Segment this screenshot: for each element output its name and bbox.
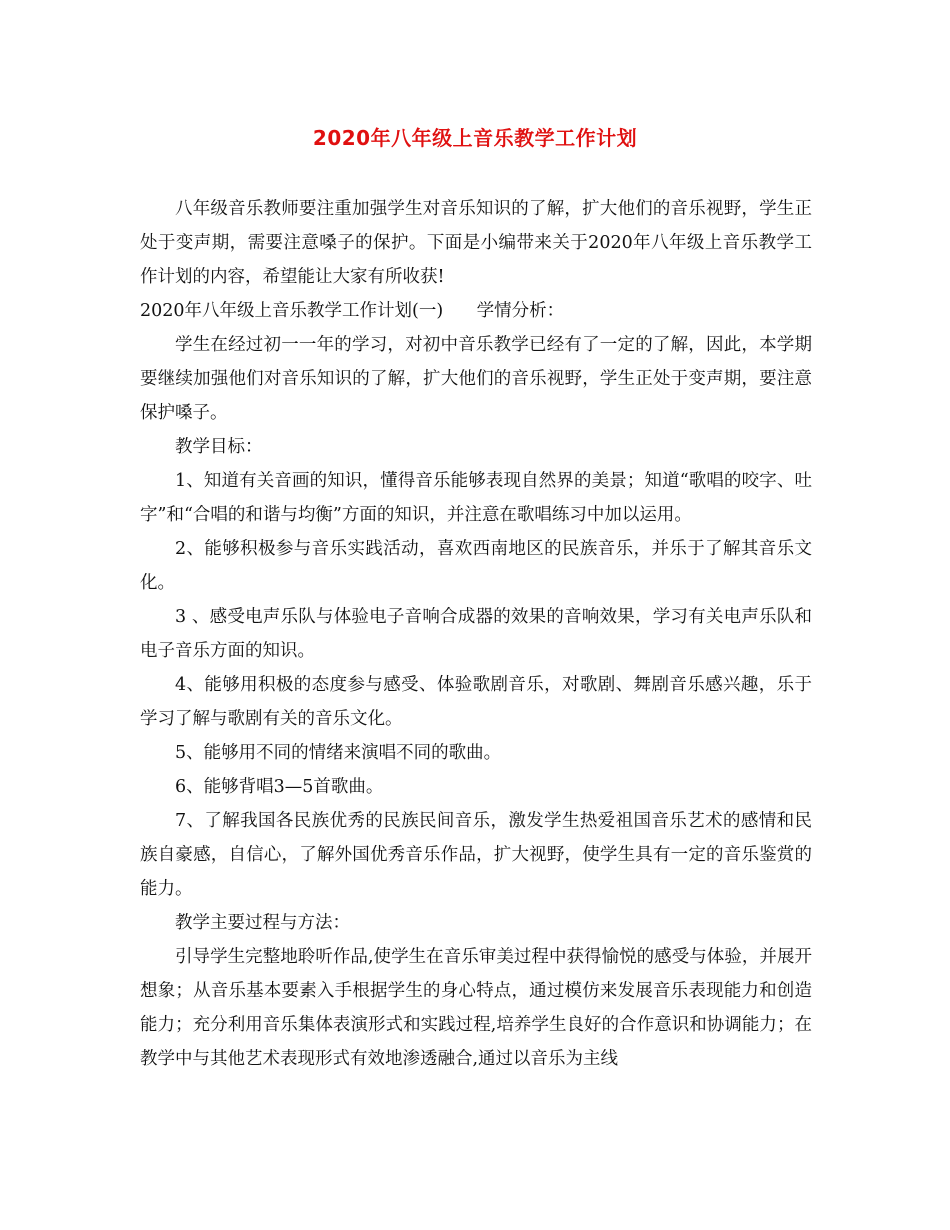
document-title: 2020年八年级上音乐教学工作计划 xyxy=(312,126,638,150)
section-heading-line: 2020年八年级上音乐教学工作计划(一) 学情分析： xyxy=(140,301,565,321)
goal-item-3: 3 、感受电声乐队与体验电子音响合成器的效果的音响效果，学习有关电声乐队和电子音乐方面的知识。 xyxy=(140,607,812,661)
intro-paragraph: 八年级音乐教师要注重加强学生对音乐知识的了解，扩大他们的音乐视野，学生正处于变声期，需要注意嗓子的保护。下面是小编带来关于2020年八年级上音乐教学工作计划的内容，希望能让大家有所收获! xyxy=(140,199,812,287)
goal-item-5: 5、能够用不同的情绪来演唱不同的歌曲。 xyxy=(175,743,502,763)
goal-item-7: 7、了解我国各民族优秀的民族民间音乐，激发学生热爱祖国音乐艺术的感情和民族自豪感，自信心，了解外国优秀音乐作品，扩大视野，使学生具有一定的音乐鉴赏的能力。 xyxy=(140,811,812,899)
methods-paragraph: 引导学生完整地聆听作品,使学生在音乐审美过程中获得愉悦的感受与体验，并展开想象；从音乐基本要素入手根据学生的身心特点，通过模仿来发展音乐表现能力和创造能力；充分利用音乐集体表演形式和实践过程,培养学生良好的合作意识和协调能力；在教学中与其他艺术表现形式有效地渗透融合,通过以音乐为主线 xyxy=(140,947,812,1069)
methods-heading: 教学主要过程与方法： xyxy=(175,913,350,933)
goal-item-4: 4、能够用积极的态度参与感受、体验歌剧音乐，对歌剧、舞剧音乐感兴趣，乐于学习了解与歌剧有关的音乐文化。 xyxy=(140,675,812,729)
goal-item-6: 6、能够背唱3—5首歌曲。 xyxy=(175,777,384,797)
teaching-goals-heading: 教学目标： xyxy=(175,437,263,457)
goal-item-2: 2、能够积极参与音乐实践活动，喜欢西南地区的民族音乐，并乐于了解其音乐文化。 xyxy=(140,539,812,593)
goal-item-1: 1、知道有关音画的知识，懂得音乐能够表现自然界的美景；知道“歌唱的咬字、吐字”和“合唱的和谐与均衡”方面的知识，并注意在歌唱练习中加以运用。 xyxy=(140,471,812,525)
learning-analysis-paragraph: 学生在经过初一一年的学习，对初中音乐教学已经有了一定的了解，因此，本学期要继续加强他们对音乐知识的了解，扩大他们的音乐视野，学生正处于变声期，要注意保护嗓子。 xyxy=(140,335,812,423)
document-body xyxy=(140,192,812,1076)
